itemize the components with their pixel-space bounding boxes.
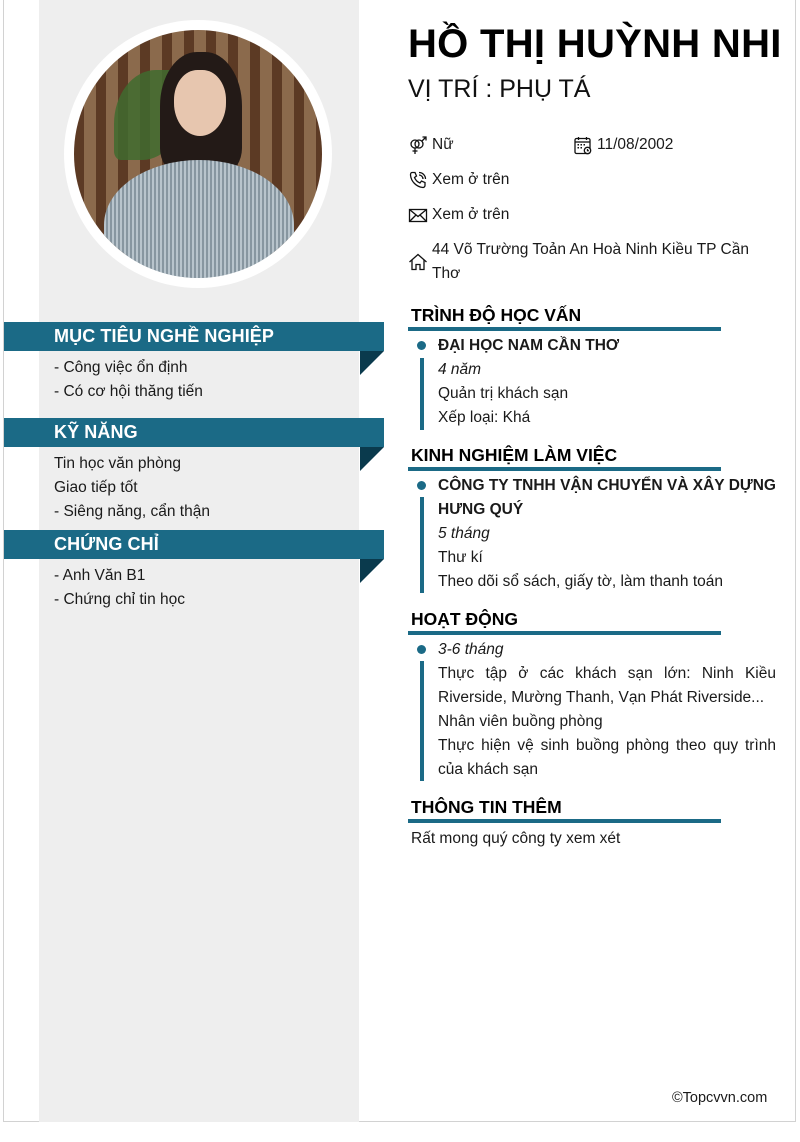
birthday-value: 11/08/2002	[597, 136, 674, 153]
copyright: ©Topcvvn.com	[672, 1090, 768, 1106]
activities-divider	[408, 631, 721, 635]
skills-title: KỸ NĂNG	[54, 422, 138, 442]
education-title: TRÌNH ĐỘ HỌC VẤN	[411, 305, 582, 325]
skills-banner	[4, 418, 384, 447]
education-major: Quản trị khách sạn	[438, 385, 569, 402]
certificate-item: - Chứng chỉ tin học	[54, 591, 185, 608]
additional-text: Rất mong quý công ty xem xét	[411, 830, 621, 847]
experience-role: Thư kí	[438, 549, 483, 566]
activities-title: HOẠT ĐỘNG	[411, 609, 518, 629]
photo-face	[174, 70, 226, 136]
candidate-name: HỒ THỊ HUỲNH NHI	[408, 22, 782, 66]
experience-company-line-2: HƯNG QUÝ	[438, 501, 524, 518]
phone-value: Xem ở trên	[432, 171, 510, 188]
activities-bullet	[417, 645, 426, 654]
objective-banner	[4, 322, 384, 351]
certificates-fold	[360, 559, 384, 583]
gender-icon	[408, 135, 428, 155]
skills-fold	[360, 447, 384, 471]
avatar	[74, 30, 322, 278]
objective-list	[54, 356, 203, 404]
education-grade: Xếp loại: Khá	[438, 409, 531, 426]
education-divider	[408, 327, 721, 331]
education-entry	[438, 334, 776, 430]
avatar-frame	[64, 20, 332, 288]
activities-detail: Thực hiện vệ sinh buồng phòng theo quy trình của khách sạn	[438, 737, 776, 778]
candidate-position: VỊ TRÍ : PHỤ TÁ	[408, 75, 591, 103]
home-icon	[408, 252, 428, 272]
phone-icon	[408, 170, 428, 190]
address-line-2: Thơ	[432, 265, 461, 282]
activities-description: Thực tập ở các khách sạn lớn: Ninh Kiều Riverside, Mường Thanh, Vạn Phát Riverside...	[438, 665, 776, 706]
skill-item: Tin học văn phòng	[54, 455, 181, 472]
certificates-list	[54, 564, 185, 612]
education-school: ĐẠI HỌC NAM CẦN THƠ	[438, 337, 620, 354]
experience-title: KINH NGHIỆM LÀM VIỆC	[411, 445, 618, 465]
education-timeline	[420, 358, 424, 430]
experience-bullet	[417, 481, 426, 490]
certificates-title: CHỨNG CHỈ	[54, 534, 159, 554]
experience-divider	[408, 467, 721, 471]
certificates-banner	[4, 530, 384, 559]
activities-duration: 3-6 tháng	[438, 641, 504, 658]
objective-item: - Có cơ hội thăng tiến	[54, 383, 203, 400]
skill-item: Giao tiếp tốt	[54, 479, 138, 496]
skills-list	[54, 452, 210, 524]
objective-fold	[360, 351, 384, 375]
experience-timeline	[420, 497, 424, 593]
objective-title: MỤC TIÊU NGHỀ NGHIỆP	[54, 326, 275, 346]
activities-entry	[438, 638, 776, 782]
certificate-item: - Anh Văn B1	[54, 567, 146, 584]
address-line-1: 44 Võ Trường Toản An Hoà Ninh Kiều TP Cần	[432, 241, 749, 258]
additional-title: THÔNG TIN THÊM	[411, 797, 562, 817]
calendar-icon	[573, 135, 593, 155]
activities-role: Nhân viên buồng phòng	[438, 713, 603, 730]
experience-description: Theo dõi sổ sách, giấy tờ, làm thanh toán	[438, 573, 724, 590]
education-bullet	[417, 341, 426, 350]
experience-duration: 5 tháng	[438, 525, 490, 542]
photo-shirt	[104, 160, 294, 278]
activities-timeline	[420, 661, 424, 781]
education-duration: 4 năm	[438, 361, 482, 378]
objective-item: - Công việc ổn định	[54, 359, 188, 376]
gender-value: Nữ	[432, 136, 454, 153]
experience-company-line-1: CÔNG TY TNHH VẬN CHUYỂN VÀ XÂY DỰNG	[438, 477, 776, 494]
additional-divider	[408, 819, 721, 823]
skill-item: - Siêng năng, cẩn thận	[54, 503, 210, 520]
envelope-icon	[408, 205, 428, 225]
email-value: Xem ở trên	[432, 206, 510, 223]
experience-entry	[438, 474, 776, 594]
